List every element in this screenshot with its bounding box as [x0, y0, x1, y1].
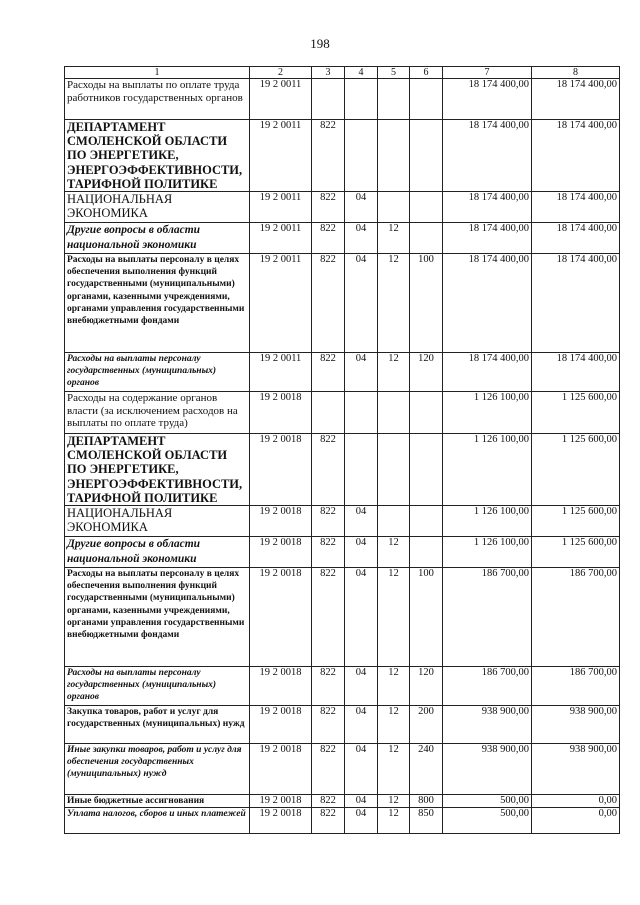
- table-row: [65, 667, 620, 706]
- amount-col-8: 1 125 600,00: [532, 537, 620, 568]
- row-description: Другие вопросы в области национальной экономики: [65, 223, 250, 254]
- section-code: 04: [345, 795, 378, 808]
- expense-type-code: 850: [410, 808, 443, 834]
- section-code: [345, 120, 378, 192]
- section-code: [345, 79, 378, 120]
- section-code: 04: [345, 744, 378, 795]
- row-description: Расходы на выплаты персоналу в целях обеспечения выполнения функций государственными (муниципальными) органами, казенными учреждениями, органами управления государственными внебюджетными фондами: [65, 254, 250, 353]
- row-description: НАЦИОНАЛЬНАЯ ЭКОНОМИКА: [65, 506, 250, 537]
- header-col-6: 6: [410, 67, 443, 79]
- target-code: 19 2 0018: [250, 744, 312, 795]
- target-code: 19 2 0018: [250, 706, 312, 744]
- expense-type-code: [410, 223, 443, 254]
- table-row: [65, 192, 620, 223]
- target-code: 19 2 0018: [250, 667, 312, 706]
- table-row: [65, 353, 620, 392]
- target-code: 19 2 0018: [250, 808, 312, 834]
- header-col-2: 2: [250, 67, 312, 79]
- ministry-code: 822: [312, 353, 345, 392]
- row-description: Иные закупки товаров, работ и услуг для обеспечения государственных (муниципальных) нужд: [65, 744, 250, 795]
- section-code: 04: [345, 353, 378, 392]
- expense-type-code: 800: [410, 795, 443, 808]
- amount-col-7: 500,00: [443, 795, 532, 808]
- table-row: [65, 120, 620, 192]
- target-code: 19 2 0011: [250, 192, 312, 223]
- ministry-code: 822: [312, 254, 345, 353]
- row-description: Другие вопросы в области национальной экономики: [65, 537, 250, 568]
- section-code: 04: [345, 223, 378, 254]
- ministry-code: [312, 392, 345, 434]
- amount-col-8: 0,00: [532, 808, 620, 834]
- amount-col-8: 0,00: [532, 795, 620, 808]
- page-number: 198: [310, 36, 330, 51]
- ministry-code: 822: [312, 795, 345, 808]
- expense-type-code: [410, 434, 443, 506]
- amount-col-7: 18 174 400,00: [443, 223, 532, 254]
- table-row: [65, 79, 620, 120]
- subsection-code: [378, 434, 410, 506]
- subsection-code: 12: [378, 706, 410, 744]
- expense-type-code: [410, 192, 443, 223]
- row-description: Расходы на содержание органов власти (за исключением расходов на выплаты по оплате труда): [65, 392, 250, 434]
- ministry-code: [312, 79, 345, 120]
- amount-col-8: 1 125 600,00: [532, 392, 620, 434]
- row-description: ДЕПАРТАМЕНТ СМОЛЕНСКОЙ ОБЛАСТИ ПО ЭНЕРГЕТИКЕ, ЭНЕРГОЭФФЕКТИВНОСТИ, ТАРИФНОЙ ПОЛИТИКЕ: [65, 434, 250, 506]
- section-code: 04: [345, 537, 378, 568]
- ministry-code: 822: [312, 120, 345, 192]
- section-code: 04: [345, 254, 378, 353]
- section-code: [345, 392, 378, 434]
- amount-col-8: 18 174 400,00: [532, 254, 620, 353]
- amount-col-7: 1 126 100,00: [443, 434, 532, 506]
- target-code: 19 2 0018: [250, 392, 312, 434]
- table-row: [65, 537, 620, 568]
- section-code: 04: [345, 808, 378, 834]
- table-row: [65, 744, 620, 795]
- table-row: [65, 254, 620, 353]
- subsection-code: 12: [378, 254, 410, 353]
- subsection-code: 12: [378, 667, 410, 706]
- ministry-code: 822: [312, 808, 345, 834]
- ministry-code: 822: [312, 568, 345, 667]
- row-description: Расходы на выплаты персоналу в целях обеспечения выполнения функций государственными (муниципальными) органами, казенными учреждениями, органами управления государственными внебюджетными фондами: [65, 568, 250, 667]
- table-row: [65, 223, 620, 254]
- amount-col-8: 938 900,00: [532, 744, 620, 795]
- table-row: [65, 568, 620, 667]
- subsection-code: 12: [378, 537, 410, 568]
- section-code: 04: [345, 667, 378, 706]
- amount-col-7: 186 700,00: [443, 667, 532, 706]
- expense-type-code: [410, 537, 443, 568]
- header-col-3: 3: [312, 67, 345, 79]
- amount-col-8: 1 125 600,00: [532, 434, 620, 506]
- amount-col-8: 18 174 400,00: [532, 192, 620, 223]
- header-col-8: 8: [532, 67, 620, 79]
- expense-type-code: 120: [410, 353, 443, 392]
- expense-type-code: 120: [410, 667, 443, 706]
- table-row: [65, 392, 620, 434]
- subsection-code: [378, 506, 410, 537]
- amount-col-7: 186 700,00: [443, 568, 532, 667]
- amount-col-8: 1 125 600,00: [532, 506, 620, 537]
- amount-col-8: 18 174 400,00: [532, 79, 620, 120]
- header-col-7: 7: [443, 67, 532, 79]
- amount-col-7: 938 900,00: [443, 706, 532, 744]
- subsection-code: [378, 392, 410, 434]
- ministry-code: 822: [312, 434, 345, 506]
- ministry-code: 822: [312, 537, 345, 568]
- target-code: 19 2 0018: [250, 795, 312, 808]
- target-code: 19 2 0011: [250, 79, 312, 120]
- budget-table: [64, 66, 620, 834]
- expense-type-code: 240: [410, 744, 443, 795]
- header-col-4: 4: [345, 67, 378, 79]
- section-code: 04: [345, 706, 378, 744]
- ministry-code: 822: [312, 223, 345, 254]
- ministry-code: 822: [312, 192, 345, 223]
- amount-col-8: 186 700,00: [532, 568, 620, 667]
- row-description: Иные бюджетные ассигнования: [65, 795, 250, 808]
- subsection-code: 12: [378, 353, 410, 392]
- header-row: [65, 67, 620, 79]
- amount-col-7: 1 126 100,00: [443, 392, 532, 434]
- ministry-code: 822: [312, 744, 345, 795]
- row-description: ДЕПАРТАМЕНТ СМОЛЕНСКОЙ ОБЛАСТИ ПО ЭНЕРГЕТИКЕ, ЭНЕРГОЭФФЕКТИВНОСТИ, ТАРИФНОЙ ПОЛИТИКЕ: [65, 120, 250, 192]
- subsection-code: [378, 79, 410, 120]
- amount-col-8: 18 174 400,00: [532, 223, 620, 254]
- amount-col-7: 1 126 100,00: [443, 537, 532, 568]
- amount-col-7: 18 174 400,00: [443, 254, 532, 353]
- row-description: Расходы на выплаты по оплате труда работников государственных органов: [65, 79, 250, 120]
- row-description: Уплата налогов, сборов и иных платежей: [65, 808, 250, 834]
- row-description: Закупка товаров, работ и услуг для государственных (муниципальных) нужд: [65, 706, 250, 744]
- amount-col-8: 18 174 400,00: [532, 120, 620, 192]
- header-col-5: 5: [378, 67, 410, 79]
- expense-type-code: 100: [410, 568, 443, 667]
- expense-type-code: 200: [410, 706, 443, 744]
- target-code: 19 2 0018: [250, 506, 312, 537]
- expense-type-code: [410, 506, 443, 537]
- subsection-code: [378, 192, 410, 223]
- header-col-1: 1: [65, 67, 250, 79]
- row-description: Расходы на выплаты персоналу государственных (муниципальных) органов: [65, 667, 250, 706]
- target-code: 19 2 0018: [250, 434, 312, 506]
- target-code: 19 2 0011: [250, 254, 312, 353]
- expense-type-code: [410, 120, 443, 192]
- target-code: 19 2 0011: [250, 120, 312, 192]
- expense-type-code: [410, 79, 443, 120]
- section-code: [345, 434, 378, 506]
- table-row: [65, 795, 620, 808]
- section-code: 04: [345, 568, 378, 667]
- amount-col-7: 500,00: [443, 808, 532, 834]
- subsection-code: 12: [378, 568, 410, 667]
- expense-type-code: 100: [410, 254, 443, 353]
- expense-type-code: [410, 392, 443, 434]
- subsection-code: 12: [378, 808, 410, 834]
- subsection-code: 12: [378, 744, 410, 795]
- amount-col-7: 18 174 400,00: [443, 79, 532, 120]
- subsection-code: 12: [378, 223, 410, 254]
- amount-col-7: 938 900,00: [443, 744, 532, 795]
- ministry-code: 822: [312, 506, 345, 537]
- section-code: 04: [345, 506, 378, 537]
- target-code: 19 2 0011: [250, 353, 312, 392]
- amount-col-8: 18 174 400,00: [532, 353, 620, 392]
- row-description: НАЦИОНАЛЬНАЯ ЭКОНОМИКА: [65, 192, 250, 223]
- amount-col-7: 1 126 100,00: [443, 506, 532, 537]
- amount-col-8: 186 700,00: [532, 667, 620, 706]
- target-code: 19 2 0011: [250, 223, 312, 254]
- amount-col-8: 938 900,00: [532, 706, 620, 744]
- amount-col-7: 18 174 400,00: [443, 353, 532, 392]
- amount-col-7: 18 174 400,00: [443, 120, 532, 192]
- table-row: [65, 808, 620, 834]
- target-code: 19 2 0018: [250, 568, 312, 667]
- target-code: 19 2 0018: [250, 537, 312, 568]
- amount-col-7: 18 174 400,00: [443, 192, 532, 223]
- ministry-code: 822: [312, 706, 345, 744]
- table-row: [65, 706, 620, 744]
- subsection-code: 12: [378, 795, 410, 808]
- subsection-code: [378, 120, 410, 192]
- section-code: 04: [345, 192, 378, 223]
- table-row: [65, 434, 620, 506]
- row-description: Расходы на выплаты персоналу государственных (муниципальных) органов: [65, 353, 250, 392]
- ministry-code: 822: [312, 667, 345, 706]
- table-row: [65, 506, 620, 537]
